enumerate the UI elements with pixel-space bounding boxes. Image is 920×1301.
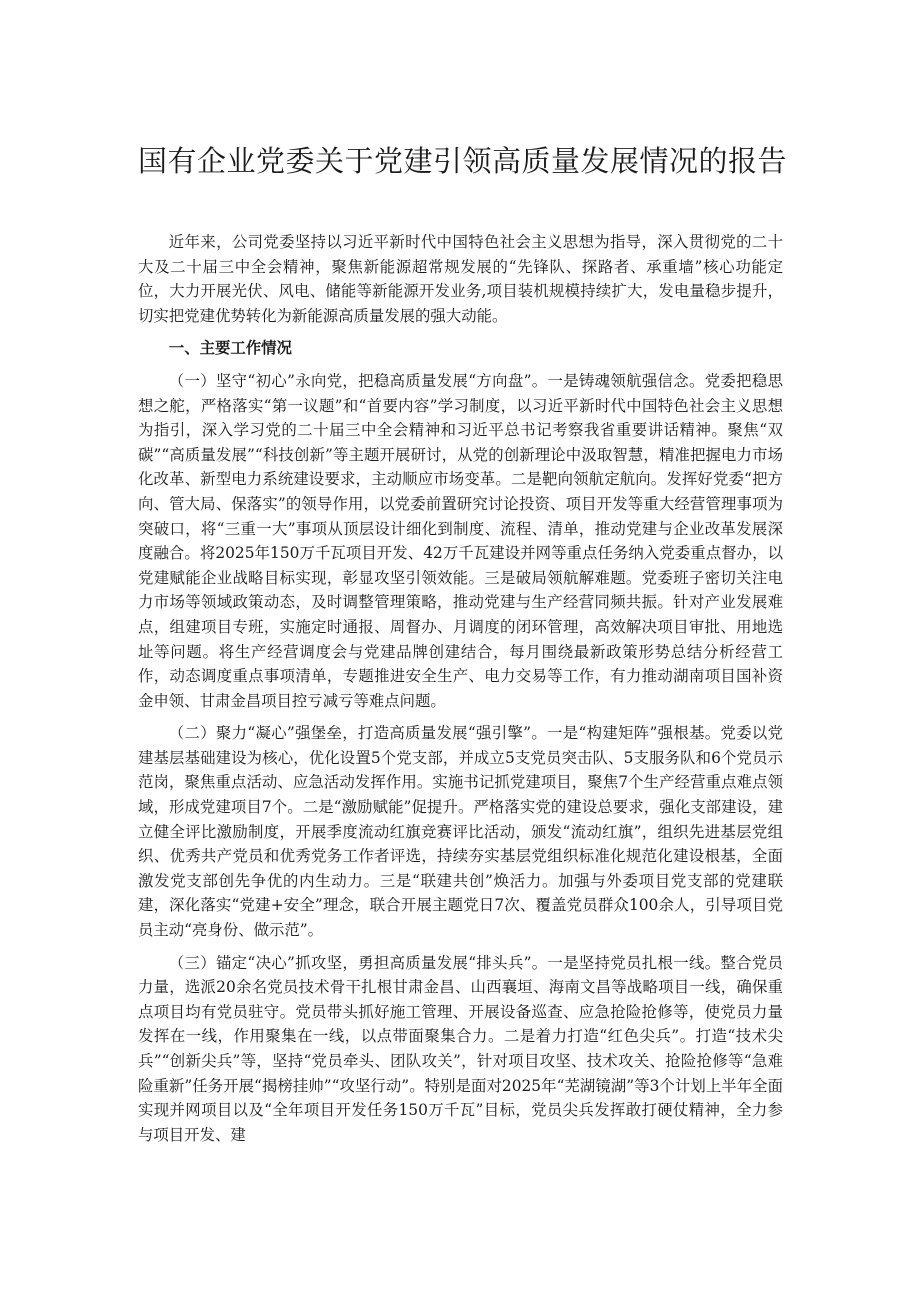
paragraph-two: （二）聚力“凝心”强堡垒，打造高质量发展“强引擎”。一是“构建矩阵”强根基。党委以党建基层基础建设为核心，优化设置5个党支部，并成立5支党员突击队、5支服务队和6个党员示范岗，聚焦重点活动、应急活动发挥作用。实施书记抓党建项目，聚焦7个生产经营重点难点领域，形成党建项目7个。二是“激励赋能”促提升。严格落实党的建设总要求，强化支部建设，建立健全评比激励制度，开展季度流动红旗竞赛评比活动，颁发“流动红旗”，组织先进基层党组织、优秀共产党员和优秀党务工作者评选，持续夯实基层党组织标准化规范化建设根基，全面激发党支部创先争优的内生动力。三是“联建共创”焕活力。加强与外委项目党支部的党建联建，深化落实“党建+安全”理念，联合开展主题党日7次、覆盖党员群众100余人，引导项目党员主动“亮身份、做示范”。 (138, 724, 783, 940)
paragraph-three: （三）锚定“决心”抓攻坚，勇担高质量发展“排头兵”。一是坚持党员扎根一线。整合党员力量，选派20余名党员技术骨干扎根甘肃金昌、山西襄垣、海南文昌等战略项目一线，确保重点项目均有党员驻守。党员带头抓好施工管理、开展设备巡查、应急抢险抢修等，使党员力量发挥在一线，作用聚集在一线，以点带面聚集合力。二是着力打造“红色尖兵”。打造“技术尖兵”“创新尖兵”等，坚持“党员牵头、团队攻关”，针对项目攻坚、技术攻关、抢险抢修等“急难险重新”任务开展“揭榜挂帅”“攻坚行动”。特别是面对2025年“芜湖镜湖”等3个计划上半年全面实现并网项目以及“全年项目开发任务150万千瓦”目标，党员尖兵发挥敢打硬仗精神，全力参与项目开发、建 (138, 953, 783, 1144)
intro-paragraph: 近年来，公司党委坚持以习近平新时代中国特色社会主义思想为指导，深入贯彻党的二十大及二十届三中全会精神，聚焦新能源超常规发展的“先锋队、探路者、承重墙”核心功能定位，大力开展光伏、风电、储能等新能源开发业务,项目装机规模持续扩大，发电量稳步提升，切实把党建优势转化为新能源高质量发展的强大动能。 (138, 233, 783, 325)
document-title: 国有企业党委关于党建引领高质量发展情况的报告 (138, 144, 788, 178)
section-heading-main-work: 一、主要工作情况 (168, 339, 292, 358)
document-body (138, 230, 783, 1155)
paragraph-one: （一）坚守“初心”永向党，把稳高质量发展“方向盘”。一是铸魂领航强信念。党委把稳思想之舵，严格落实“第一议题”和“首要内容”学习制度，以习近平新时代中国特色社会主义思想为指引，深入学习党的二十届三中全会精神和习近平总书记考察我省重要讲话精神。聚焦“双碳”“高质量发展”“科技创新”等主题开展研讨，从党的创新理论中汲取智慧，精准把握电力市场化改革、新型电力系统建设要求，主动顺应市场变革。二是靶向领航定航向。发挥好党委“把方向、管大局、保落实”的领导作用，以党委前置研究讨论投资、项目开发等重大经营管理事项为突破口，将“三重一大”事项从顶层设计细化到制度、流程、清单，推动党建与企业改革发展深度融合。将2025年150万千瓦项目开发、42万千瓦建设并网等重点任务纳入党委重点督办，以党建赋能企业战略目标实现，彰显攻坚引领效能。三是破局领航解难题。党委班子密切关注电力市场等领域政策动态，及时调整管理策略，推动党建与生产经营同频共振。针对产业发展难点，组建项目专班，实施定时通报、周督办、月调度的闭环管理，高效解决项目审批、用地选址等问题。将生产经营调度会与党建品牌创建结合，每月围绕最新政策形势总结分析经营工作，动态调度重点事项清单，专题推进安全生产、电力交易等工作，有力推动湖南项目国补资金申领、甘肃金昌项目控亏减亏等难点问题。 (138, 371, 783, 710)
